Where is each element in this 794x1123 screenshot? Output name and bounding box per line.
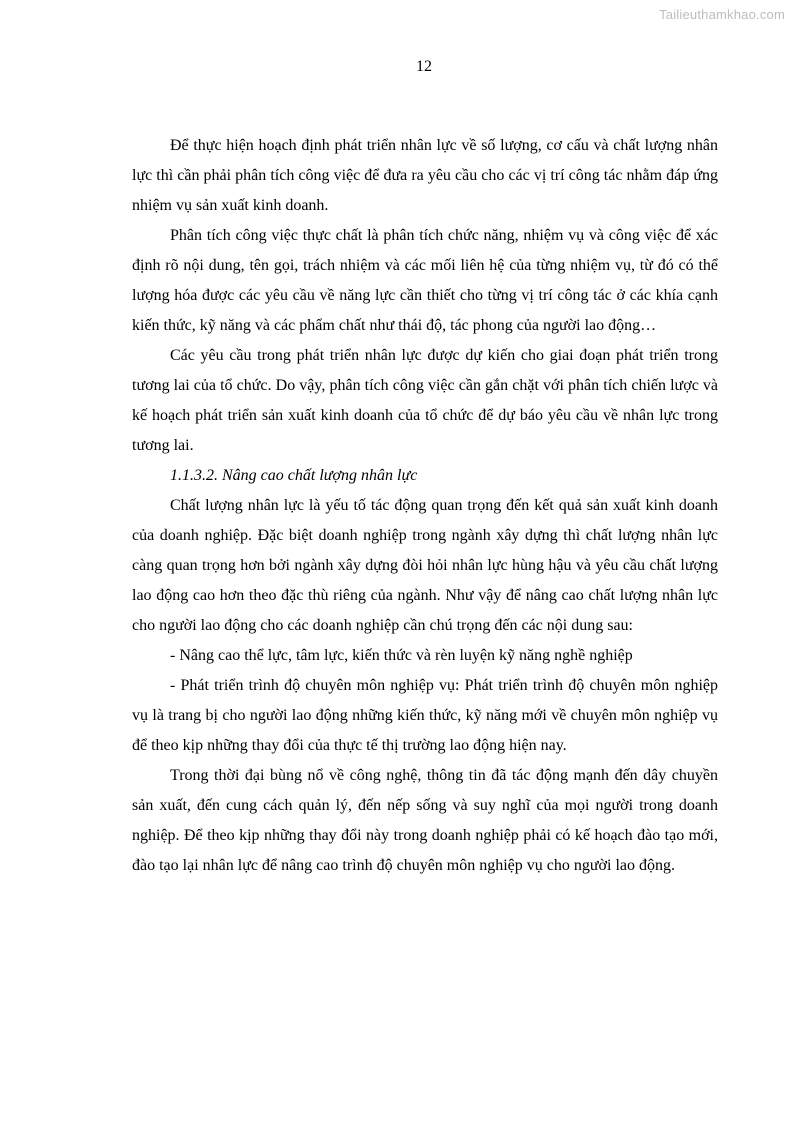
page-number: 12 (416, 58, 432, 75)
document-body (132, 131, 718, 881)
section-heading: 1.1.3.2. Nâng cao chất lượng nhân lực (170, 467, 418, 484)
paragraph-technology-era: Trong thời đại bùng nổ về công nghệ, thông tin đã tác động mạnh đến dây chuyền sản xuất, đến cung cách quản lý, đến nếp sống và suy nghĩ của mọi người trong doanh nghiệp. Để theo kịp những thay đổi này trong doanh nghiệp phải có kế hoạch đào tạo mới, đào tạo lại nhân lực để nâng cao trình độ chuyên môn nghiệp vụ cho người lao động. (132, 767, 718, 874)
list-item-physical-mental: - Nâng cao thể lực, tâm lực, kiến thức và rèn luyện kỹ năng nghề nghiệp (170, 647, 633, 664)
watermark: Tailieuthamkhao.com (659, 7, 785, 22)
list-item-professional-skills: - Phát triển trình độ chuyên môn nghiệp vụ: Phát triển trình độ chuyên môn nghiệp vụ là trang bị cho người lao động những kiến thức, kỹ năng mới về chuyên môn nghiệp vụ để theo kịp những thay đổi của thực tế thị trường lao động hiện nay. (132, 677, 718, 754)
paragraph-job-analysis: Phân tích công việc thực chất là phân tích chức năng, nhiệm vụ và công việc để xác định rõ nội dung, tên gọi, trách nhiệm và các mối liên hệ của từng nhiệm vụ, từ đó có thể lượng hóa được các yêu cầu về năng lực cần thiết cho từng vị trí công tác ở các khía cạnh kiến thức, kỹ năng và các phẩm chất như thái độ, tác phong của người lao động… (132, 227, 718, 334)
paragraph-workforce-planning: Để thực hiện hoạch định phát triển nhân lực về số lượng, cơ cấu và chất lượng nhân lực thì cần phải phân tích công việc để đưa ra yêu cầu cho các vị trí công tác nhằm đáp ứng nhiệm vụ sản xuất kinh doanh. (132, 137, 718, 214)
paragraph-workforce-quality: Chất lượng nhân lực là yếu tố tác động quan trọng đến kết quả sản xuất kinh doanh của doanh nghiệp. Đặc biệt doanh nghiệp trong ngành xây dựng thì chất lượng nhân lực càng quan trọng hơn bởi ngành xây dựng đòi hỏi nhân lực hùng hậu và yêu cầu chất lượng lao động cao hơn theo đặc thù riêng của ngành. Như vậy để nâng cao chất lượng nhân lực cho người lao động cho các doanh nghiệp cần chú trọng đến các nội dung sau: (132, 497, 718, 634)
paragraph-development-requirements: Các yêu cầu trong phát triển nhân lực được dự kiến cho giai đoạn phát triển trong tương lai của tổ chức. Do vậy, phân tích công việc cần gắn chặt với phân tích chiến lược và kế hoạch phát triển sản xuất kinh doanh của tổ chức để dự báo yêu cầu về nhân lực trong tương lai. (132, 347, 718, 454)
